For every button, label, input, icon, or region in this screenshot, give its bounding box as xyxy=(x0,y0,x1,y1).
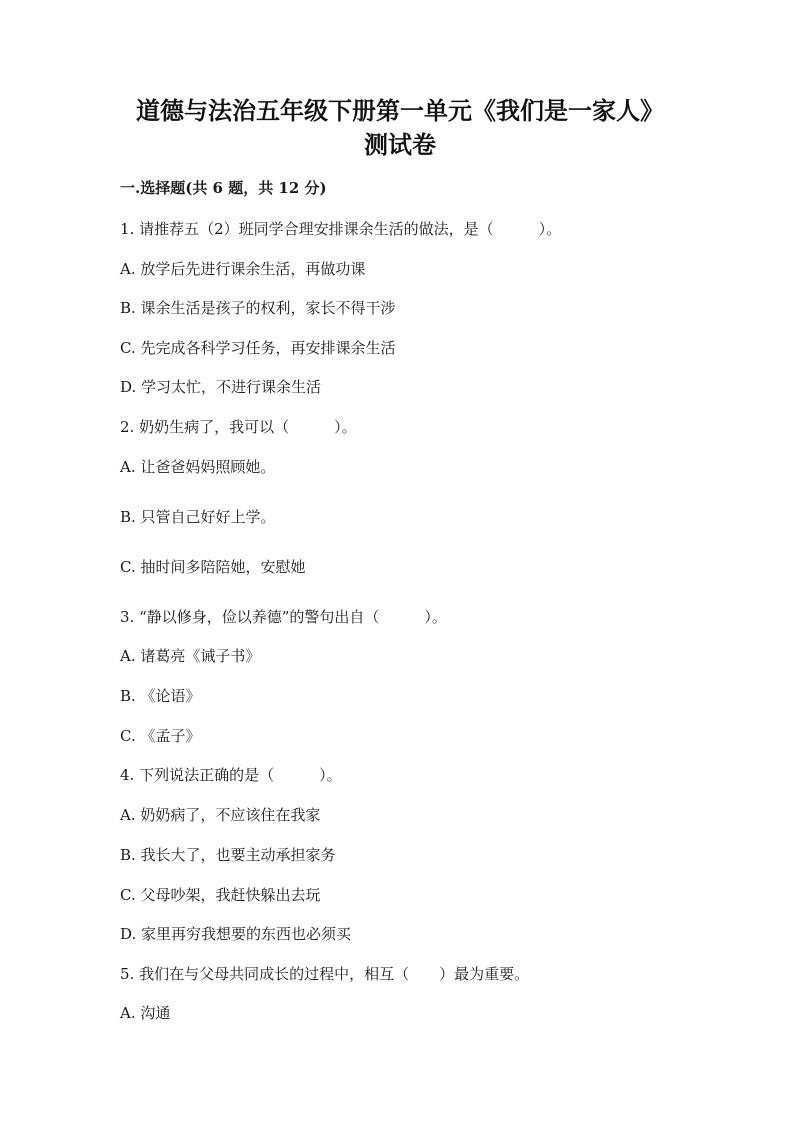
answer-option: C. 父母吵架，我赶快躲出去玩 xyxy=(120,886,321,904)
answer-option: B. 我长大了，也要主动承担家务 xyxy=(120,846,336,864)
answer-option: A. 诸葛亮《诫子书》 xyxy=(120,647,261,665)
question-stem: 4. 下列说法正确的是（ ）。 xyxy=(120,766,342,784)
answer-option: C. 先完成各科学习任务，再安排课余生活 xyxy=(120,339,396,357)
answer-option: A. 放学后先进行课余生活，再做功课 xyxy=(120,260,366,278)
answer-option: D. 家里再穷我想要的东西也必须买 xyxy=(120,925,352,943)
answer-option: A. 奶奶病了，不应该住在我家 xyxy=(120,806,321,824)
question-stem: 5. 我们在与父母共同成长的过程中，相互（ ）最为重要。 xyxy=(120,965,530,983)
answer-option: C. 《孟子》 xyxy=(120,727,201,745)
question-stem: 2. 奶奶生病了，我可以（ ）。 xyxy=(120,418,357,436)
answer-option: B. 《论语》 xyxy=(120,687,201,705)
answer-option: C. 抽时间多陪陪她，安慰她 xyxy=(120,558,306,576)
question-stem: 3. “静以修身，俭以养德”的警句出自（ ）。 xyxy=(120,608,447,626)
answer-option: D. 学习太忙，不进行课余生活 xyxy=(120,378,322,396)
document-title: 道德与法治五年级下册第一单元《我们是一家人》 xyxy=(136,96,664,125)
answer-option: B. 课余生活是孩子的权利，家长不得干涉 xyxy=(120,299,396,317)
question-stem: 1. 请推荐五（2）班同学合理安排课余生活的做法，是（ ）。 xyxy=(120,220,562,238)
section-heading: 一.选择题(共 6 题，共 12 分) xyxy=(120,179,327,197)
answer-option: B. 只管自己好好上学。 xyxy=(120,508,276,526)
answer-option: A. 让爸爸妈妈照顾她。 xyxy=(120,458,276,476)
answer-option: A. 沟通 xyxy=(120,1004,171,1022)
document-subtitle: 测试卷 xyxy=(364,130,436,159)
